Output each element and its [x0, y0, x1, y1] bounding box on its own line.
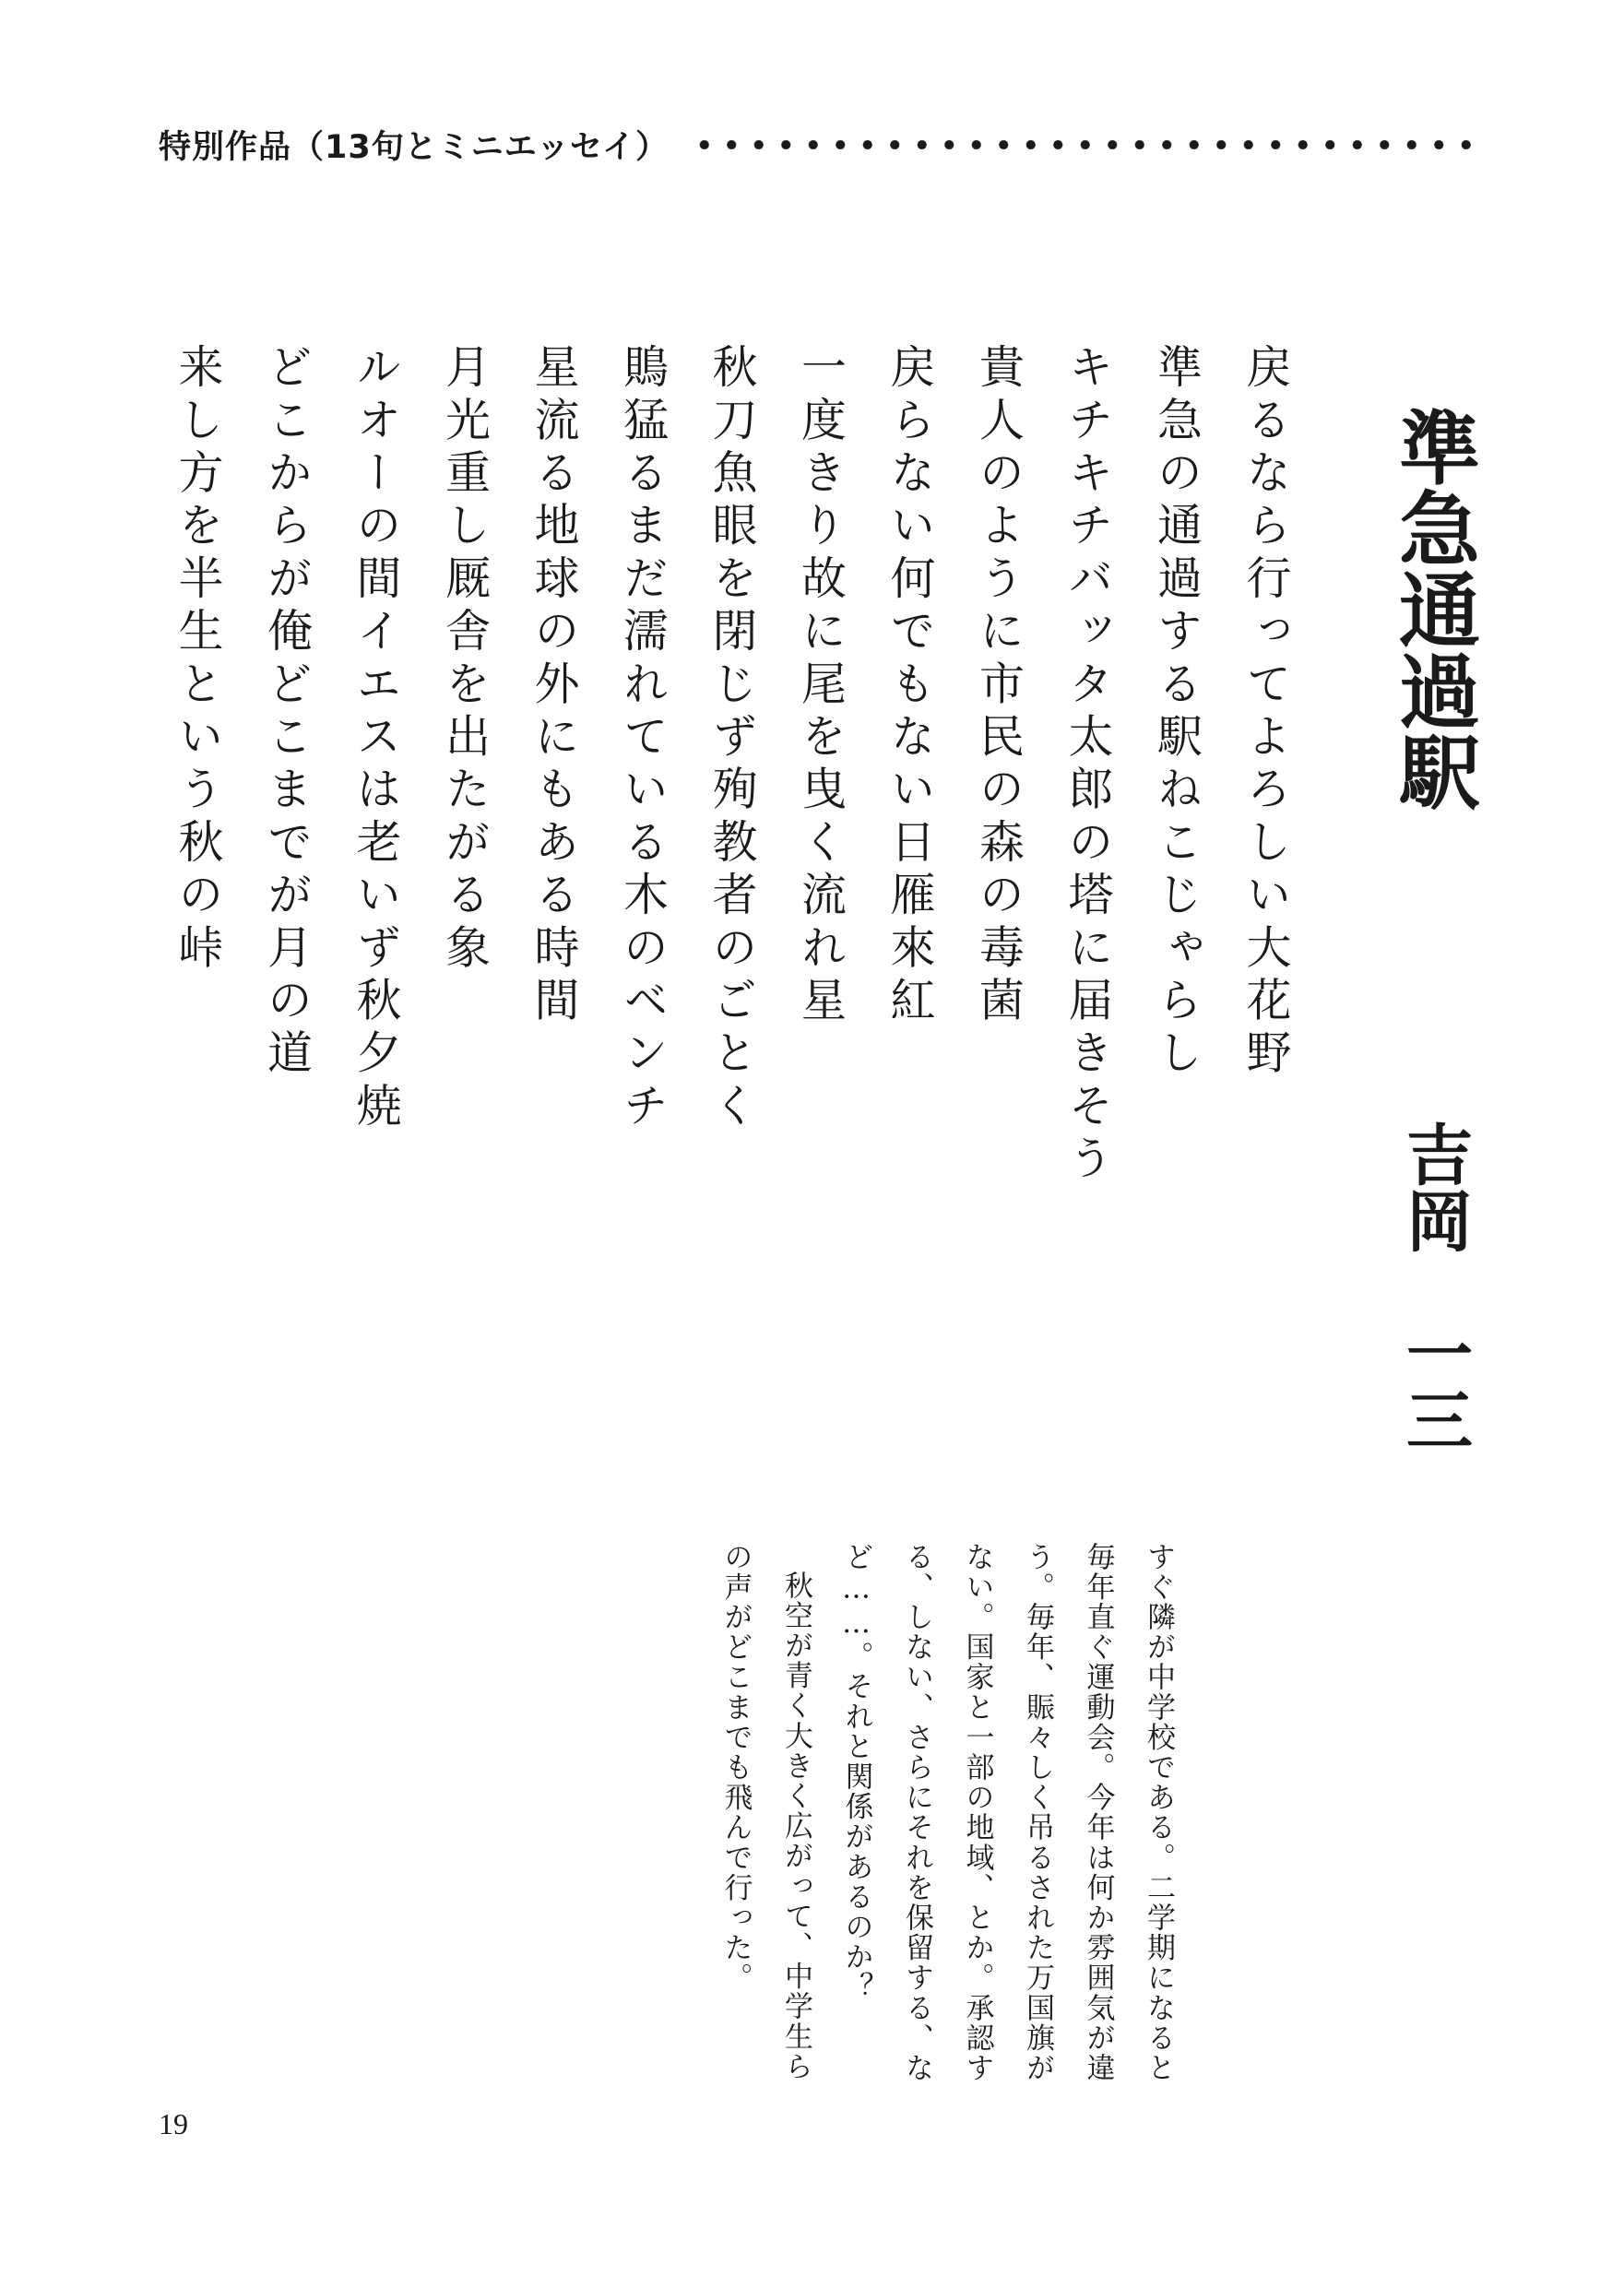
haiku-line: 貴人のように市民の森の毒菌: [972, 343, 1025, 1029]
haiku-line: 月光重し厩舎を出たがる象: [438, 343, 492, 977]
haiku-line: 来し方を半生という秋の峠: [172, 343, 224, 977]
haiku-line: キチキチバッタ太郎の塔に届きそう: [1061, 343, 1114, 1188]
haiku-line: 戻るなら行ってよろしい大花野: [1239, 343, 1292, 1082]
haiku-line: 鵙猛るまだ濡れている木のベンチ: [616, 343, 670, 1134]
haiku-line: 秋刀魚眼を閉じず殉教者のごとく: [705, 343, 758, 1134]
work-title: 準急通過駅: [1386, 406, 1482, 812]
page-number: 19: [159, 2107, 188, 2140]
dotted-leader: [691, 140, 1487, 149]
essay-paragraph: 秋空が青く大きく広がって、中学生らの声がどこまでも飛んで行った。: [718, 1542, 812, 2082]
mini-essay: [718, 1542, 1188, 2095]
haiku-line: 一度きり故に尾を曳く流れ星: [794, 343, 848, 1029]
section-title: 特別作品（13句とミニエッセイ）: [159, 129, 669, 166]
haiku-line: 戻らない何でもない日雁來紅: [883, 343, 936, 1029]
running-header: [159, 122, 1487, 168]
essay-paragraph: すぐ隣が中学校である。二学期になると毎年直ぐ運動会。今年は何か雰囲気が違う。毎年、賑々しく吊るされた万国旗がない。国家と一部の地域、とか。承認する、しない、さらにそれを保留する、など……。それと関係があるのか？: [839, 1542, 1175, 2083]
haiku-block: [152, 343, 1310, 1311]
haiku-line: ルオーの間イエスは老いず秋夕焼: [350, 343, 402, 1134]
haiku-line: どこからが俺どこまでが月の道: [260, 343, 314, 1082]
haiku-line: 星流る地球の外にもある時間: [528, 343, 580, 1029]
haiku-line: 準急の通過する駅ねこじゃらし: [1150, 343, 1203, 1082]
author-name: 吉岡 一三: [1395, 1120, 1474, 1452]
